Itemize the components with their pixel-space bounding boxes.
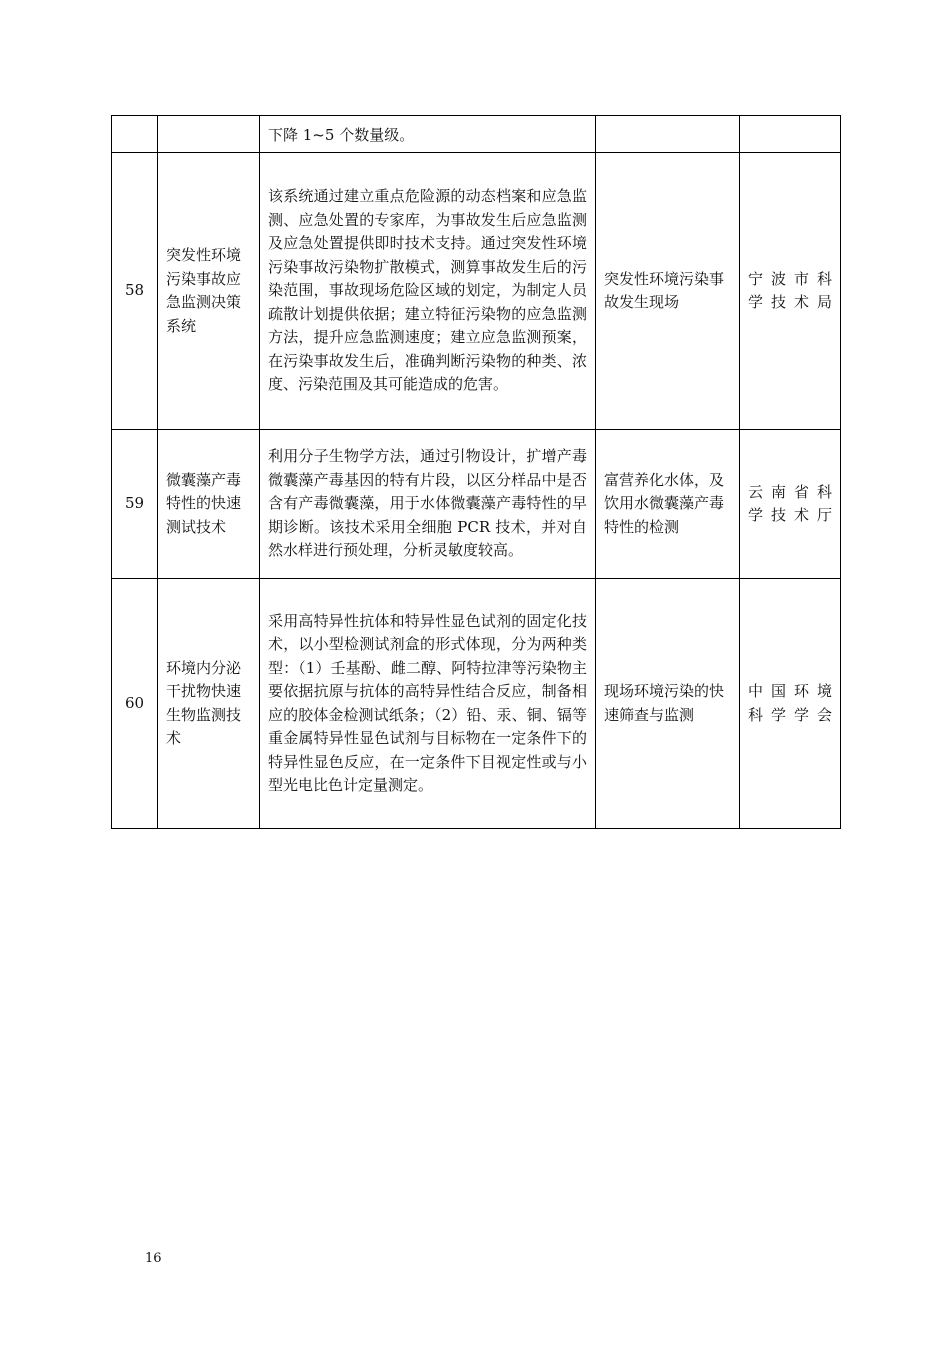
table-row [112,153,841,430]
table-row [112,579,841,829]
organization-line: 学技术厅 [748,506,832,524]
technology-table [111,115,841,829]
row-number-cell: 58 [112,153,158,430]
application-cell: 现场环境污染的快速筛查与监测 [596,579,740,829]
description-cell: 该系统通过建立重点危险源的动态档案和应急监测、应急处置的专家库，为事故发生后应急监测及应急处置提供即时技术支持。通过突发性环境污染事故污染物扩散模式，测算事故发生后的污染范围，事故现场危险区域的划定，为制定人员疏散计划提供依据；建立特征污染物的应急监测方法，提升应急监测速度；建立应急监测预案，在污染事故发生后，准确判断污染物的种类、浓度、污染范围及其可能造成的危害。 [260,153,596,430]
technology-name-cell: 突发性环境污染事故应急监测决策系统 [158,153,260,430]
application-cell: 突发性环境污染事故发生现场 [596,153,740,430]
organization-cell [740,579,841,829]
organization-line: 科学学会 [748,705,832,724]
description-cell: 采用高特异性抗体和特异性显色试剂的固定化技术，以小型检测试剂盒的形式体现，分为两种类型：（1）壬基酚、雌二醇、阿特拉津等污染物主要依据抗原与抗体的高特异性结合反应，制备相应的胶体金检测试纸条；（2）铅、汞、铜、镉等重金属特异性显色试剂与目标物在一定条件下的特异性显色反应，在一定条件下目视定性或与小型光电比色计定量测定。 [260,579,596,829]
page-number: 16 [145,1251,162,1266]
organization-line: 云南省科 [748,482,832,501]
organization-line: 宁波市科 [748,269,832,288]
description-cell: 利用分子生物学方法，通过引物设计，扩增产毒微囊藻产毒基因的特有片段，以区分样品中是否含有产毒微囊藻，用于水体微囊藻产毒特性的早期诊断。该技术采用全细胞 PCR 技术，并对自然水样进行预处理，分析灵敏度较高。 [260,430,596,579]
technology-name-cell: 环境内分泌干扰物快速生物监测技术 [158,579,260,829]
organization-cell [740,153,841,430]
table-row [112,430,841,579]
organization-line: 中国环境 [748,682,832,700]
table-row [112,116,841,153]
description-cell: 下降 1~5 个数量级。 [260,116,596,153]
row-number-cell: 60 [112,579,158,829]
technology-name-cell [158,116,260,153]
organization-cell [740,116,841,153]
application-cell: 富营养化水体，及饮用水微囊藻产毒特性的检测 [596,430,740,579]
application-cell [596,116,740,153]
row-number-cell: 59 [112,430,158,579]
row-number-cell [112,116,158,153]
organization-cell [740,430,841,579]
technology-name-cell: 微囊藻产毒特性的快速测试技术 [158,430,260,579]
organization-line: 学技术局 [748,293,832,311]
